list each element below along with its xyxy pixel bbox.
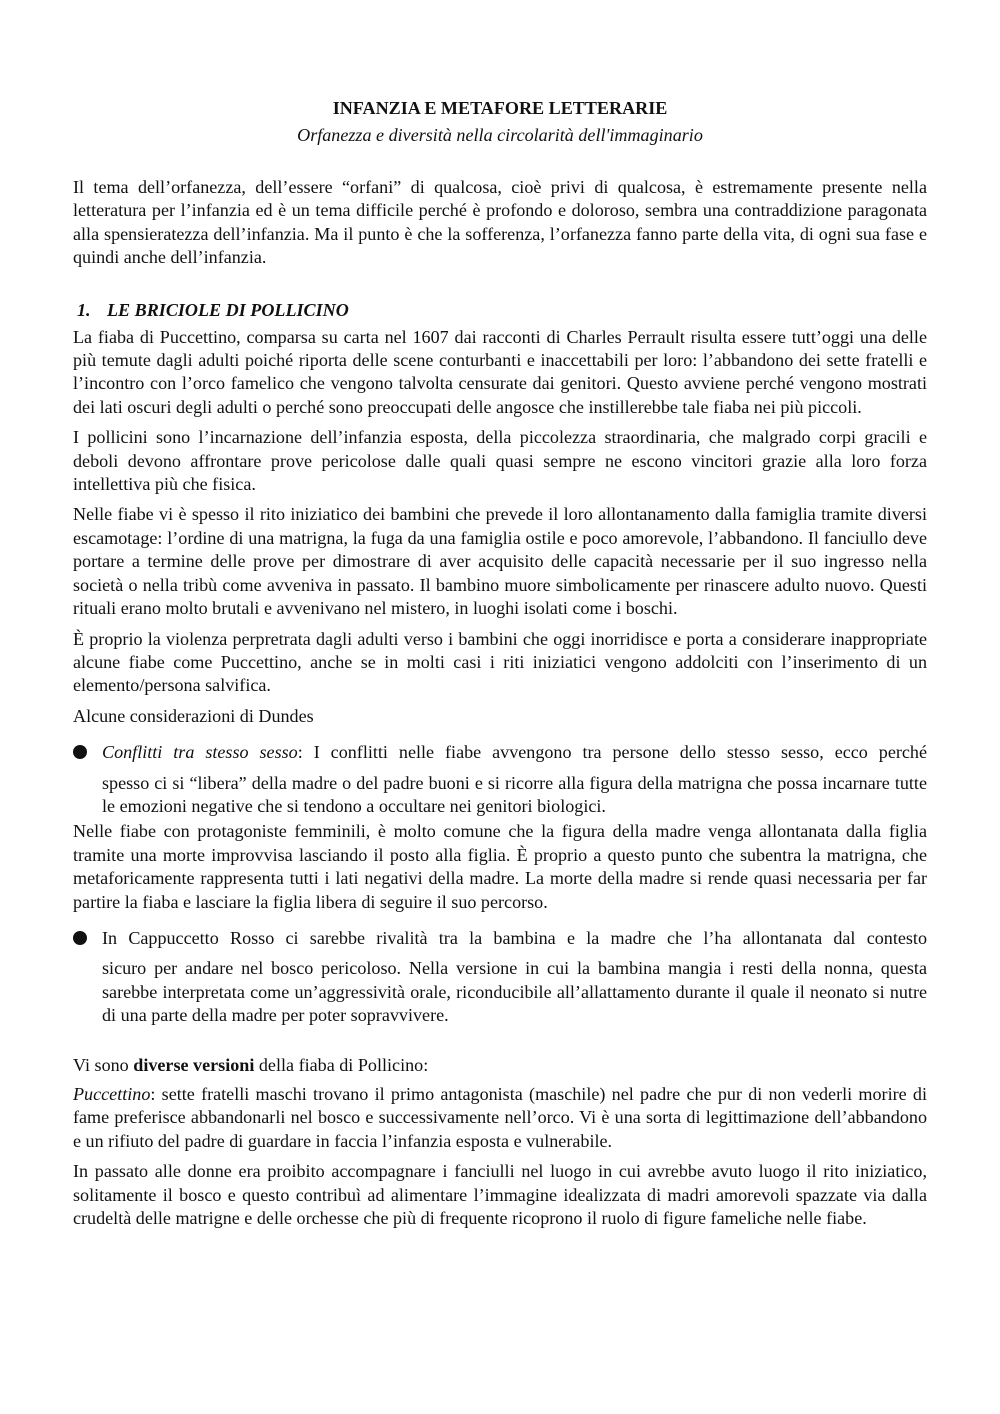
version-term: Puccettino — [73, 1084, 151, 1104]
paragraph-dundes: Alcune considerazioni di Dundes — [73, 705, 314, 726]
paragraph-versioni — [73, 1054, 927, 1077]
bullet-text: spesso ci si “libera” della madre o del padre buoni e si ricorre alla figura della matrigna che possa incarnare tutte le emozioni negative che si tendono a occultare nei genitori biologici. — [102, 772, 927, 816]
bullet-term: Conflitti tra stesso sesso — [102, 742, 298, 763]
paragraph-puccettino-versione — [73, 1083, 927, 1153]
paragraph-donne: In passato alle donne era proibito accompagnare i fanciulli nel luogo in cui avrebbe avuto luogo il rito iniziatico, solitamente il bosco e questo contribuì ad alimentare l’immagine idealizzata di madri amorevoli spazzate via dalla crudeltà delle matrigne e delle orchesse che più di frequente ricoprono il ruolo di figure fameliche nelle fiabe. — [73, 1161, 927, 1229]
document-title: INFANZIA E METAFORE LETTERARIE — [332, 98, 668, 118]
bullet-dot-icon — [73, 931, 87, 945]
section-title: LE BRICIOLE DI POLLICINO — [107, 299, 349, 320]
paragraph-violenza: È proprio la violenza perpretrata dagli adulti verso i bambini che oggi inorridisce e porta a considerare inappropriate alcune fiabe come Puccettino, anche se in molti casi i riti iniziatici vengono addolciti con l’inserimento di un elemento/persona salvifica. — [73, 628, 927, 696]
bullet-item-conflitti — [73, 741, 927, 818]
bullet-first-line — [102, 741, 927, 764]
section-number: 1. — [77, 299, 91, 320]
paragraph-rito-iniziatico: Nelle fiabe vi è spesso il rito iniziatico dei bambini che prevede il loro allontanamento dalla famiglia tramite diversi escamotage: l’ordine di una matrigna, la fuga da una famiglia ostile e poco amorevole, l’abbandono. Il fanciullo deve portare a termine delle prove per dimostrare di aver acquisito delle capacità necessarie per il suo ingresso nella società o nella tribù come avveniva in passato. Il bambino muore simbolicamente per rinascere adulto nuovo. Questi rituali erano molto brutali e avvenivano nel mistero, in luoghi isolati come i boschi. — [73, 504, 927, 619]
bullet-first-line-text: : I conflitti nelle fiabe avvengono tra persone dello stesso sesso, ecco perché — [297, 742, 927, 763]
bullet-item-cappuccetto — [73, 927, 927, 1028]
document-subtitle: Orfanezza e diversità nella circolarità dell'immaginario — [297, 125, 703, 145]
section-heading — [73, 296, 927, 324]
bullet-first-line: In Cappuccetto Rosso ci sarebbe rivalità tra la bambina e la madre che l’ha allontanata dal contesto — [102, 927, 927, 948]
paragraph-pollicini: I pollicini sono l’incarnazione dell’infanzia esposta, della piccolezza straordinaria, che malgrado corpi gracili e deboli devono affrontare prove pericolose dalle quali quasi sempre ne escono vincitori grazie alla loro forza intellettiva più che fisica. — [73, 427, 927, 495]
bullet-dot-icon — [73, 745, 87, 759]
paragraph-puccettino-intro: La fiaba di Puccettino, comparsa su carta nel 1607 dai racconti di Charles Perrault risulta essere tutt’oggi una delle più temute dagli adulti poiché riporta delle scene conturbanti e inaccettabili per loro: l’abbandono dei sette fratelli e l’incontro con l’orco famelico che vengono talvolta censurate dai genitori. Questo avviene perché vengono mostrati dei lati oscuri degli adulti o perché sono preoccupati delle angosce che instillerebbe tale fiaba nei più piccoli. — [73, 326, 927, 417]
intro-paragraph: Il tema dell’orfanezza, dell’essere “orfani” di qualcosa, cioè privi di qualcosa, è estremamente presente nella letteratura per l’infanzia ed è un tema difficile perché è profondo e doloroso, sembra una contraddizione paragonata alla spensieratezza dell’infanzia. Ma il punto è che la sofferenza, l’orfanezza fanno parte della vita, di ogni sua fase e quindi anche dell’infanzia. — [73, 177, 927, 268]
bullet-text: sicuro per andare nel bosco pericoloso. Nella versione in cui la bambina mangia i resti della nonna, questa sarebbe interpretata come un’aggressività orale, riconducibile all’allattamento durante il quale il neonato si nutre di una parte della madre per poter sopravvivere. — [102, 958, 927, 1026]
versions-suffix: della fiaba di Pollicino: — [254, 1054, 429, 1075]
versions-bold: diverse versioni — [133, 1054, 255, 1075]
version-text: : sette fratelli maschi trovano il primo antagonista (maschile) nel padre che pur di non vederli morire di fame preferisce abbandonarli nel bosco e successivamente nell’orco. Vi è una sorta di legittimazione dell’abbandono e un rifiuto del padre di guardare in faccia l’infanzia esposta e vulnerabile. — [73, 1084, 927, 1151]
versions-prefix: Vi sono — [73, 1054, 134, 1075]
paragraph-protagoniste-femminili: Nelle fiabe con protagoniste femminili, è molto comune che la figura della madre venga allontanata dalla figlia tramite una morte improvvisa lasciando il posto alla figlia. È proprio a questo punto che subentra la matrigna, che metaforicamente rappresenta tutti i lati negativi della madre. La morte della madre si rende quasi necessaria per far partire la fiaba e lasciare la figlia libera di seguire il suo percorso. — [73, 821, 927, 912]
